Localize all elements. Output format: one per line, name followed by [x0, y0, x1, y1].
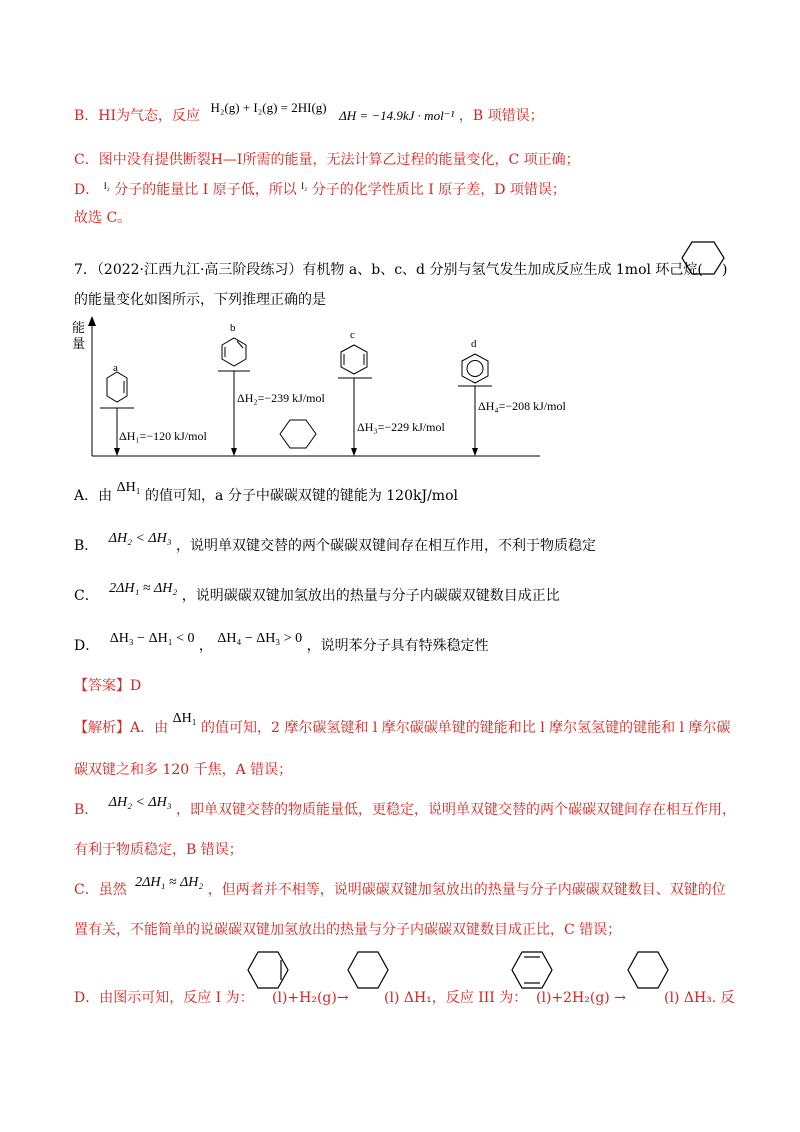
dh2-label: ΔH₂=−239 kJ/mol: [237, 391, 325, 405]
b-enthalpy: ΔH = −14.9kJ · mol⁻¹: [339, 108, 455, 123]
explanation-b-line-1: B． ΔH₂ < ΔH₃ ，即单双键交替的物质能量低，更稳定，说明单双键交替的两个碳碳双键间存在相互作用，: [74, 795, 737, 818]
option-a-math: ΔH₁: [116, 480, 141, 495]
exp-a-math: ΔH₁: [172, 711, 197, 726]
reaction-1-product: (l) ΔH₁，反应 III 为：: [384, 990, 528, 1006]
arrow-down-icon: [114, 448, 120, 456]
cyclohexane-icon-reaction-3: [624, 948, 672, 992]
explanation-c-line: C．图中没有提供断裂H—I所需的能量，无法计算乙过程的能量变化，C 项正确；: [74, 152, 580, 168]
label-c: c: [350, 329, 355, 341]
dh1-label: ΔH₁=−120 kJ/mol: [119, 429, 207, 443]
cyclohexadiene-icon-reaction-3: [508, 948, 556, 992]
cyclohexadiene-14-icon: [341, 345, 367, 374]
option-d-math-2: ΔH₄ − ΔH₃ > 0: [217, 631, 303, 646]
dh3-label: ΔH₃=−229 kJ/mol: [357, 420, 445, 434]
explanation-c-line-1: C．虽然 2ΔH₁ ≈ ΔH₂ ，但两者并不相等，说明碳碳双键加氢放出的热量与分子内碳碳双键数目、双键的位: [74, 875, 726, 898]
benzene-icon: [462, 354, 488, 383]
d-i2-b: I₂: [301, 181, 308, 191]
exp-b-math: ΔH₂ < ΔH₃: [108, 795, 172, 810]
conclusion-line: 故选 C。: [74, 210, 132, 226]
option-b-math: ΔH₂ < ΔH₃: [108, 531, 172, 546]
option-b: B． ΔH₂ < ΔH₃ ，说明单双键交替的两个碳碳双键间存在相互作用，不利于物质稳定: [74, 531, 597, 554]
arrow-down-icon: [472, 448, 478, 456]
arrow-down-icon: [351, 448, 357, 456]
cyclohexadiene-icon: [222, 338, 246, 366]
label-a: a: [113, 362, 118, 374]
label-b: b: [230, 322, 236, 334]
option-d: D． ΔH₃ − ΔH₁ < 0 ， ΔH₄ − ΔH₃ > 0 ，说明苯分子具有特殊稳定性: [74, 631, 489, 654]
b-equation: H₂(g) + I₂(g) = 2HI(g): [210, 100, 327, 115]
cyclohexene-icon-reaction-1: [244, 948, 292, 992]
d-mid: 分子的能量比 I 原子低，所以: [114, 182, 297, 198]
exp-c-math: 2ΔH₁ ≈ ΔH₂: [135, 875, 204, 890]
reaction-3-product: (l) ΔH₃. 反: [664, 990, 735, 1006]
arrow-down-icon: [231, 448, 237, 456]
axis-label-1: 能: [72, 321, 86, 336]
explanation-d-line-1: D．由图示可知，反应 I 为：: [74, 990, 254, 1006]
option-c: C． 2ΔH₁ ≈ ΔH₂ ，说明碳碳双键加氢放出的热量与分子内碳碳双键数目成正比: [74, 581, 560, 604]
cyclohexane-icon: [280, 420, 316, 448]
d-suffix: 分子的化学性质比 I 原子差，D 项错误；: [311, 182, 566, 198]
cyclohexane-icon-reaction-1: [344, 948, 392, 992]
option-d-math-1: ΔH₃ − ΔH₁ < 0: [109, 631, 195, 646]
option-a: A．由 ΔH₁ 的值可知，a 分子中碳碳双键的键能为 120kJ/mol: [74, 480, 458, 504]
question-7-paren: ): [722, 262, 728, 278]
explanation-c-line-2: 置有关，不能简单的说碳碳双键加氢放出的热量与分子内碳碳双键数目成正比，C 错误；: [74, 922, 622, 938]
question-7-line-2: 的能量变化如图所示，下列推理正确的是: [74, 292, 326, 308]
explanation-a-line-1: 【解析】A．由 ΔH₁ 的值可知，2 摩尔碳氢键和 l 摩尔碳碳单键的键能和比 l 摩尔氢氢键的键能和 l 摩尔碳: [74, 711, 731, 736]
energy-diagram: [0, 0, 800, 470]
d-i2-a: I₂: [103, 181, 110, 191]
reaction-1-reactant: (l)+H₂(g)→: [272, 990, 349, 1006]
dh4-label: ΔH₄=−208 kJ/mol: [478, 399, 566, 413]
reaction-3-reactant: (l)+2H₂(g) →: [536, 990, 626, 1006]
label-d: d: [471, 338, 477, 350]
option-c-math: 2ΔH₁ ≈ ΔH₂: [109, 581, 178, 596]
d-prefix: D．: [74, 182, 100, 198]
question-7-text: 7．（2022·江西九江·高三阶段练习）有机物 a、b、c、d 分别与氢气发生加成反应生成 1mol 环己烷(: [74, 262, 703, 278]
explanation-a-line-2: 碳双键之和多 120 千焦，A 错误；: [74, 762, 293, 778]
axis-label-2: 量: [72, 337, 86, 352]
b-suffix: ，B 项错误；: [458, 108, 544, 124]
b-prefix: B．HI为气态，反应: [74, 108, 201, 124]
answer-label: 【答案】D: [74, 678, 142, 694]
axis-arrow-icon: [88, 316, 96, 326]
explanation-b-line-2: 有利于物质稳定，B 错误；: [74, 842, 243, 858]
